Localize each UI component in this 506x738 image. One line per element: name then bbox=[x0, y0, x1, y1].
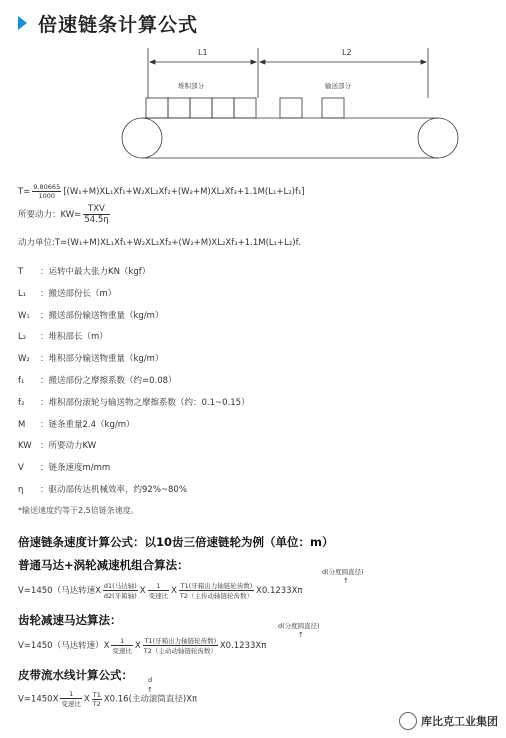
definition-row bbox=[18, 306, 250, 328]
definition-text: ：搬送部份输送物重量（kg/m） bbox=[40, 310, 164, 321]
s2-d-arrow: ↑ bbox=[298, 631, 304, 639]
formula-t: T= $\frac{9.80665}{1000}$ [(W₁+M)XL₁Xf₁+W₂XL₂Xf₂+(W₂+M)XL₂Xf₃+1.1M(L₁+L₂)f₁] bbox=[18, 183, 305, 200]
definitions-list bbox=[18, 262, 250, 502]
definition-row bbox=[18, 371, 250, 393]
definition-row bbox=[18, 436, 250, 458]
s1-formula: V=1450（马达转速X $\frac{\text{d1(马达轴)}}{\text{d2(牙箱轴)}}$ X $\frac{1}{\text{变速比}}$ X $\frac{\text{T1(牙箱出力轴链轮齿数)}}{\text{T2（主传动轴链轮齿数）}}$ X0.1233Xπ bbox=[18, 581, 303, 600]
definition-row bbox=[18, 458, 250, 480]
watermark: 库比克工业集团 bbox=[399, 712, 498, 730]
definition-text: ：搬送部份长（m） bbox=[40, 288, 117, 299]
speed-note: *输送速度约等于2.5倍链条速度。 bbox=[18, 506, 139, 515]
definition-text: ：运转中最大张力KN（kgf） bbox=[40, 267, 151, 277]
s2-formula: V=1450（马达转速）X $\frac{1}{\text{变速比}}$ X $\frac{\text{T1(牙箱出力轴链轮齿数)}}{\text{T2（主动动轴链轮齿数）}}$ X0.1233Xπ bbox=[18, 636, 267, 655]
definition-row bbox=[18, 284, 250, 306]
s2-d-label: d(分度圆直径) bbox=[278, 622, 320, 630]
definition-symbol: f₁ bbox=[18, 375, 25, 386]
definition-text: ：所要动力KW bbox=[40, 441, 97, 452]
conveyor-diagram bbox=[120, 40, 460, 175]
definition-symbol: M bbox=[18, 419, 26, 430]
s1-d-label: d(分度圆直径) bbox=[322, 568, 364, 576]
title-marker-icon bbox=[18, 16, 27, 30]
definition-symbol: L₂ bbox=[18, 332, 27, 343]
formula-kw: 所要动力：KW= $\frac{\text{TXV}}{54.5\eta}$ bbox=[18, 204, 109, 225]
page-title: 倍速链条计算公式 bbox=[38, 14, 199, 36]
definition-text: ：堆积部份滚轮与输送物之摩擦系数（约：0.1~0.15） bbox=[40, 397, 250, 408]
s3-heading: 皮带流水线计算公式： bbox=[18, 668, 133, 682]
formula-unit: 动力单位:T=(W₁+M)XL₁Xf₁+W₂XL₂Xf₂+(W₂+M)XL₂Xf₃+1.1M(L₁+L₂)f. bbox=[18, 238, 301, 248]
speed-title: 倍速链条速度计算公式：以10齿三倍速链轮为例（单位：m） bbox=[18, 535, 334, 549]
definition-text: ：堆积部分输送物重量（kg/m） bbox=[40, 354, 164, 365]
wechat-icon bbox=[399, 712, 417, 730]
accum-label: 堆积部分 bbox=[178, 82, 204, 90]
definition-symbol: V bbox=[18, 463, 24, 474]
s3-formula: V=1450X $\frac{1}{\text{变速比}}$ X $\frac{T1}{T2}$ X0.16(主动滚筒直径)Xπ bbox=[18, 690, 198, 708]
definition-row bbox=[18, 327, 250, 349]
definition-symbol: W₂ bbox=[18, 354, 30, 365]
s3-d-arrow: ↑ bbox=[147, 686, 153, 694]
definition-row bbox=[18, 349, 250, 371]
s3-d-label: d bbox=[148, 676, 153, 684]
definition-text: ：堆积部长（m） bbox=[40, 332, 108, 343]
definition-text: ：链条重量2.4（kg/m） bbox=[40, 419, 135, 430]
s1-heading: 普通马达+涡轮减速机组合算法： bbox=[18, 558, 189, 572]
convey-label: 输送部分 bbox=[325, 82, 351, 90]
definition-symbol: W₁ bbox=[18, 310, 30, 321]
definition-row bbox=[18, 262, 250, 284]
definition-row bbox=[18, 415, 250, 437]
definition-text: ：搬送部份之摩擦系数（约=0.08） bbox=[40, 375, 177, 386]
definition-row bbox=[18, 480, 250, 502]
s2-heading: 齿轮减速马达算法： bbox=[18, 613, 122, 627]
definition-symbol: f₂ bbox=[18, 397, 25, 408]
definition-symbol: η bbox=[18, 484, 24, 495]
s1-d-arrow: ↑ bbox=[343, 577, 349, 585]
definition-row bbox=[18, 393, 250, 415]
definition-symbol: KW bbox=[18, 441, 32, 452]
l2-label: L2 bbox=[342, 48, 352, 57]
definition-text: ：链条速度m/mm bbox=[40, 463, 111, 474]
definition-symbol: T bbox=[18, 267, 24, 277]
l1-label: L1 bbox=[198, 48, 208, 57]
definition-symbol: L₁ bbox=[18, 288, 27, 299]
definition-text: ：驱动部传达机械效率，约92%~80% bbox=[40, 484, 187, 495]
